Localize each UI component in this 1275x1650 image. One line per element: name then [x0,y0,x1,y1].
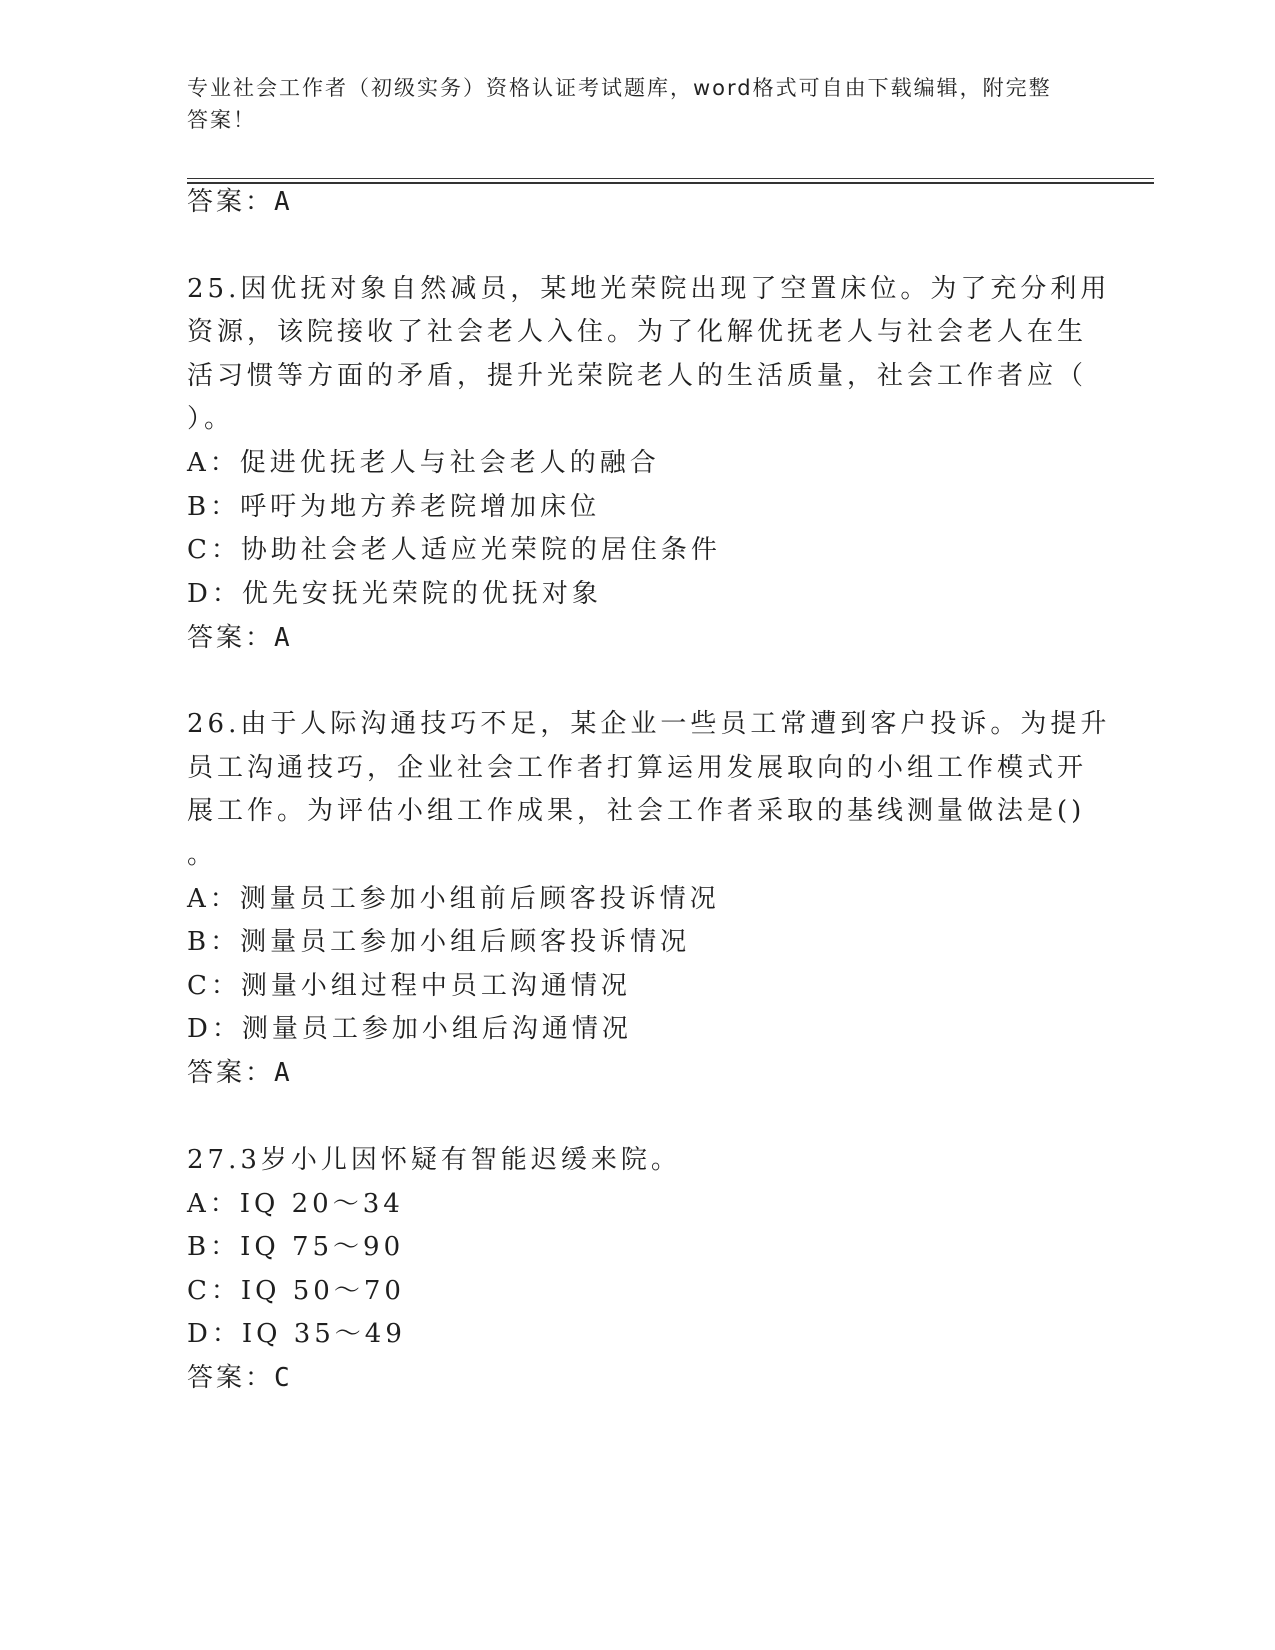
question-stem-line: 资源，该院接收了社会老人入住。为了化解优抚老人与社会老人在生 [187,317,1088,347]
option-a: A：测量员工参加小组前后顾客投诉情况 [187,884,720,914]
answer-line: 答案：A [187,187,293,217]
option-d: D：测量员工参加小组后沟通情况 [187,1014,632,1044]
question-stem-line: 员工沟通技巧，企业社会工作者打算运用发展取向的小组工作模式开 [187,753,1088,783]
option-d: D：优先安抚光荣院的优抚对象 [187,579,602,609]
option-b: B：测量员工参加小组后顾客投诉情况 [187,927,691,957]
option-b: B：IQ 75～90 [187,1232,405,1262]
option-a: A：IQ 20～34 [187,1189,404,1219]
question-stem-line: 。 [187,840,218,870]
option-d: D：IQ 35～49 [187,1319,406,1349]
option-b: B：呼吁为地方养老院增加床位 [187,492,601,522]
option-c: C：测量小组过程中员工沟通情况 [187,971,631,1001]
header-rule-thick [187,182,1154,184]
answer-line: 答案：C [187,1363,293,1393]
question-stem-line: 26.由于人际沟通技巧不足，某企业一些员工常遭到客户投诉。为提升 [187,709,1111,739]
option-c: C：IQ 50～70 [187,1276,405,1306]
header-text: 专业社会工作者（初级实务）资格认证考试题库，word格式可自由下载编辑，附完整答案！ [187,76,1052,132]
answer-line: 答案：A [187,623,293,653]
header-rule [187,178,1154,179]
question-stem-line: 27.3岁小儿因怀疑有智能迟缓来院。 [187,1145,681,1175]
answer-line: 答案：A [187,1058,293,1088]
option-a: A：促进优抚老人与社会老人的融合 [187,448,660,478]
question-stem-line: ）。 [187,404,235,434]
question-stem-line: 活习惯等方面的矛盾，提升光荣院老人的生活质量，社会工作者应（ [187,361,1088,391]
document-header [187,72,1067,136]
option-c: C：协助社会老人适应光荣院的居住条件 [187,535,721,565]
question-stem-line: 25.因优抚对象自然减员，某地光荣院出现了空置床位。为了充分利用 [187,274,1111,304]
question-stem-line: 展工作。为评估小组工作成果，社会工作者采取的基线测量做法是() [187,796,1086,826]
